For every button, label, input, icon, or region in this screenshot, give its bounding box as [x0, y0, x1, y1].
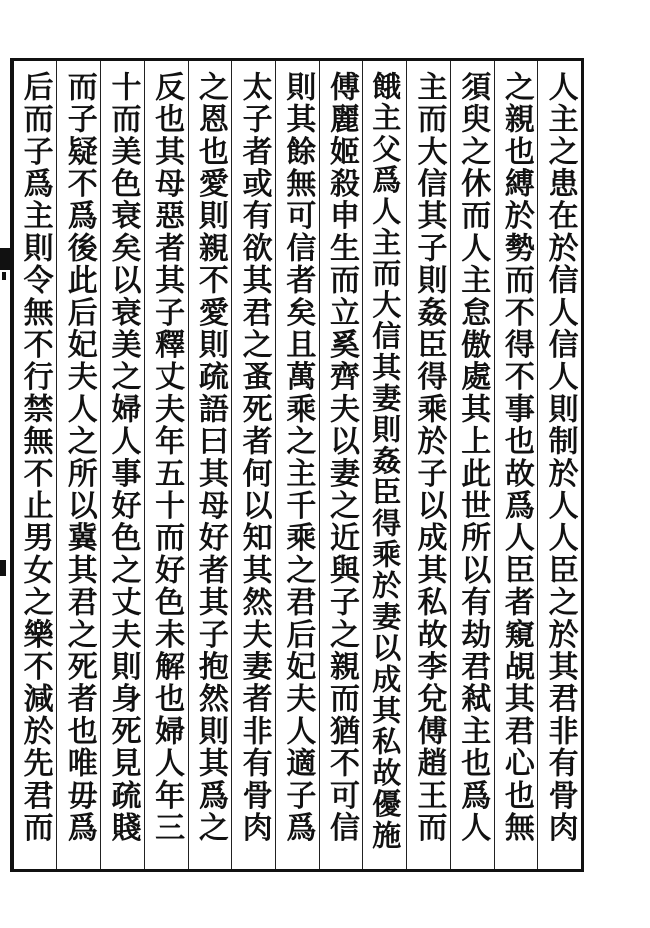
text-column — [494, 61, 538, 869]
binding-mark — [0, 560, 6, 576]
text-column — [13, 61, 56, 869]
text-column — [450, 61, 494, 869]
text-columns — [13, 61, 581, 869]
text-column — [275, 61, 319, 869]
text-column — [319, 61, 363, 869]
column-text: 后而子爲主則令無不行禁無不止男女之樂不減於先君而 — [17, 71, 53, 844]
column-text: 餓主父爲人主而大信其妻則姦臣得乘於妻以成其私故優施 — [368, 71, 403, 851]
column-text: 太子者或有欲其君之蚤死者何以知其然夫妻者非有骨肉 — [236, 71, 272, 844]
binding-mark — [0, 248, 10, 270]
column-text: 主而大信其子則姦臣得乘於子以成其私故李兌傅趙王而 — [411, 71, 447, 844]
text-column — [362, 61, 406, 869]
text-column — [188, 61, 232, 869]
text-column — [56, 61, 100, 869]
text-column — [144, 61, 188, 869]
column-text: 須臾之休而人主怠傲處其上此世所以有劫君弒主也爲人 — [455, 71, 491, 844]
column-text: 反也其母惡者其子釋丈夫年五十而好色未解也婦人年三 — [149, 71, 185, 844]
column-text: 之親也縛於勢而不得不事也故爲人臣者窺覘其君心也無 — [498, 71, 534, 844]
text-column — [537, 61, 581, 869]
text-column — [406, 61, 450, 869]
text-column — [231, 61, 275, 869]
column-text: 十而美色衰矣以衰美之婦人事好色之丈夫則身死見疏賤 — [105, 71, 141, 844]
binding-mark — [2, 272, 6, 280]
column-text: 傅麗姬殺申生而立奚齊夫以妻之近與子之親而猶不可信 — [324, 71, 360, 844]
column-text: 而子疑不爲後此后妃夫人之所以冀其君之死者也唯毋爲 — [61, 71, 97, 844]
column-text: 人主之患在於信人信人則制於人人臣之於其君非有骨肉 — [542, 71, 578, 844]
column-text: 則其餘無可信者矣且萬乘之主千乘之君后妃夫人適子爲 — [280, 71, 316, 844]
text-column — [100, 61, 144, 869]
column-text: 之恩也愛則親不愛則疏語曰其母好者其子抱然則其爲之 — [192, 71, 228, 844]
